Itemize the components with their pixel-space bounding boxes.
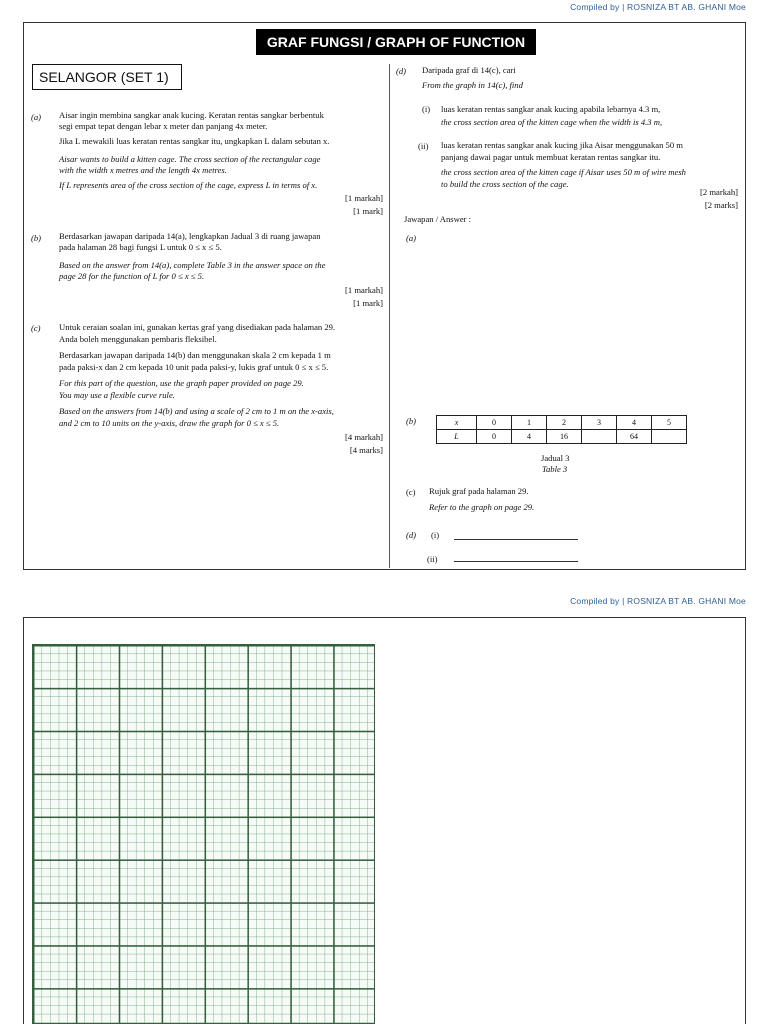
part-d-ii-english-line: the cross section area of the kitten cage if Aisar uses 50 m of wire mesh [441, 167, 686, 177]
answer-heading: Jawapan / Answer : [404, 214, 472, 224]
part-c-english-line: Based on the answers from 14(b) and using a scale of 2 cm to 1 m on the x-axis, [59, 406, 334, 416]
part-a-malay-line: Jika L mewakili luas keratan rentas sangkar itu, ungkapkan L dalam sebutan x. [59, 136, 330, 146]
part-c-english-line: You may use a flexible curve rule. [59, 390, 175, 400]
page-title: GRAF FUNGSI / GRAPH OF FUNCTION [256, 29, 536, 55]
part-c-malay-line: Berdasarkan jawapan daripada 14(b) dan menggunakan skala 2 cm kepada 1 m [59, 350, 331, 360]
part-d-ii-malay-line: luas keratan rentas sangkar anak kucing jika Aisar menggunakan 50 m [441, 140, 683, 150]
part-a-label: (a) [31, 112, 42, 122]
part-d-i-malay: luas keratan rentas sangkar anak kucing apabila lebarnya 4.3 m, [441, 104, 661, 114]
part-a-malay-line: Aisar ingin membina sangkar anak kucing. Keratan rentas sangkar berbentuk [59, 110, 324, 120]
table-header-l: L [437, 430, 477, 444]
part-a-english-line: with the width x metres and the length 4x metres. [59, 165, 227, 175]
table-caption-english: Table 3 [542, 464, 568, 474]
table-cell: 4 [617, 416, 652, 430]
answer-c-english: Refer to the graph on page 29. [429, 502, 535, 512]
part-c-english-line: For this part of the question, use the graph paper provided on page 29. [59, 378, 304, 388]
part-d-ii-label: (ii) [418, 141, 429, 151]
part-d-english-intro: From the graph in 14(c), find [422, 80, 523, 90]
part-b-malay-line: Berdasarkan jawapan daripada 14(a), lengkapkan Jadual 3 di ruang jawapan [59, 231, 321, 241]
part-c-malay-line: pada paksi-x dan 2 cm kepada 10 unit pada paksi-y, lukis graf untuk 0 ≤ x ≤ 5. [59, 362, 329, 372]
table-cell: 2 [547, 416, 582, 430]
table-cell: 0 [477, 416, 512, 430]
part-a-marks-malay: [1 markah] [345, 193, 383, 203]
part-a-english-line: If L represents area of the cross section of the cage, express L in terms of x. [59, 180, 318, 190]
graph-paper[interactable] [32, 644, 375, 1024]
part-c-marks-english: [4 marks] [349, 445, 383, 455]
part-a-malay-line: segi empat tepat dengan lebar x meter dan panjang 4x meter. [59, 121, 268, 131]
part-b-marks-malay: [1 markah] [345, 285, 383, 295]
part-b-english-line: Based on the answer from 14(a), complete Table 3 in the answer space on the [59, 260, 326, 270]
part-c-english-line: and 2 cm to 10 units on the y-axis, draw the graph for 0 ≤ x ≤ 5. [59, 418, 280, 428]
part-c-malay-line: Anda boleh menggunakan pembaris fleksibel. [59, 334, 217, 344]
part-d-marks-malay: [2 markah] [700, 187, 738, 197]
part-c-malay-line: Untuk ceraian soalan ini, gunakan kertas graf yang disediakan pada halaman 29. [59, 322, 336, 332]
table-cell: 3 [582, 416, 617, 430]
part-a-marks-english: [1 mark] [353, 206, 383, 216]
answer-d-i-line[interactable] [454, 539, 578, 540]
function-table [436, 415, 687, 444]
set-label: SELANGOR (SET 1) [32, 64, 182, 90]
answer-d-label: (d) [406, 530, 417, 540]
part-a-english-line: Aisar wants to build a kitten cage. The cross section of the rectangular cage [59, 154, 321, 164]
table-row-x [437, 416, 687, 430]
table-cell: 64 [617, 430, 652, 444]
answer-c-label: (c) [406, 487, 416, 497]
table-cell: 5 [652, 416, 687, 430]
answer-d-ii-line[interactable] [454, 561, 578, 562]
answer-c-malay: Rujuk graf pada halaman 29. [429, 486, 529, 496]
part-d-label: (d) [396, 66, 407, 76]
part-c-label: (c) [31, 323, 41, 333]
table-cell-blank[interactable] [582, 430, 617, 444]
table-cell: 16 [547, 430, 582, 444]
part-d-ii-malay-line: panjang dawai pagar untuk membuat keratan rentas sangkar itu. [441, 152, 661, 162]
part-b-marks-english: [1 mark] [353, 298, 383, 308]
part-b-malay-line: pada halaman 28 bagi fungsi L untuk 0 ≤ x ≤ 5. [59, 242, 222, 252]
compiled-by-credit: Compiled by | ROSNIZA BT AB. GHANI Moe [570, 2, 746, 12]
part-b-english-line: page 28 for the function of L for 0 ≤ x ≤ 5. [59, 271, 205, 281]
answer-b-label: (b) [406, 416, 417, 426]
compiled-by-credit: Compiled by | ROSNIZA BT AB. GHANI Moe [570, 596, 746, 606]
table-cell: 4 [512, 430, 547, 444]
part-d-ii-english-line: to build the cross section of the cage. [441, 179, 569, 189]
part-d-i-label: (i) [422, 104, 431, 114]
answer-d-ii-label: (ii) [427, 554, 438, 564]
part-d-malay-intro: Daripada graf di 14(c), cari [422, 65, 516, 75]
table-header-x: x [437, 416, 477, 430]
part-d-marks-english: [2 marks] [704, 200, 738, 210]
table-cell-blank[interactable] [652, 430, 687, 444]
table-caption-malay: Jadual 3 [541, 453, 570, 463]
table-cell: 0 [477, 430, 512, 444]
table-row-l [437, 430, 687, 444]
answer-d-i-label: (i) [431, 530, 440, 540]
part-c-marks-malay: [4 markah] [345, 432, 383, 442]
answer-a-label: (a) [406, 233, 417, 243]
part-b-label: (b) [31, 233, 42, 243]
column-divider [389, 64, 390, 568]
part-d-i-english: the cross section area of the kitten cage when the width is 4.3 m, [441, 117, 663, 127]
table-cell: 1 [512, 416, 547, 430]
